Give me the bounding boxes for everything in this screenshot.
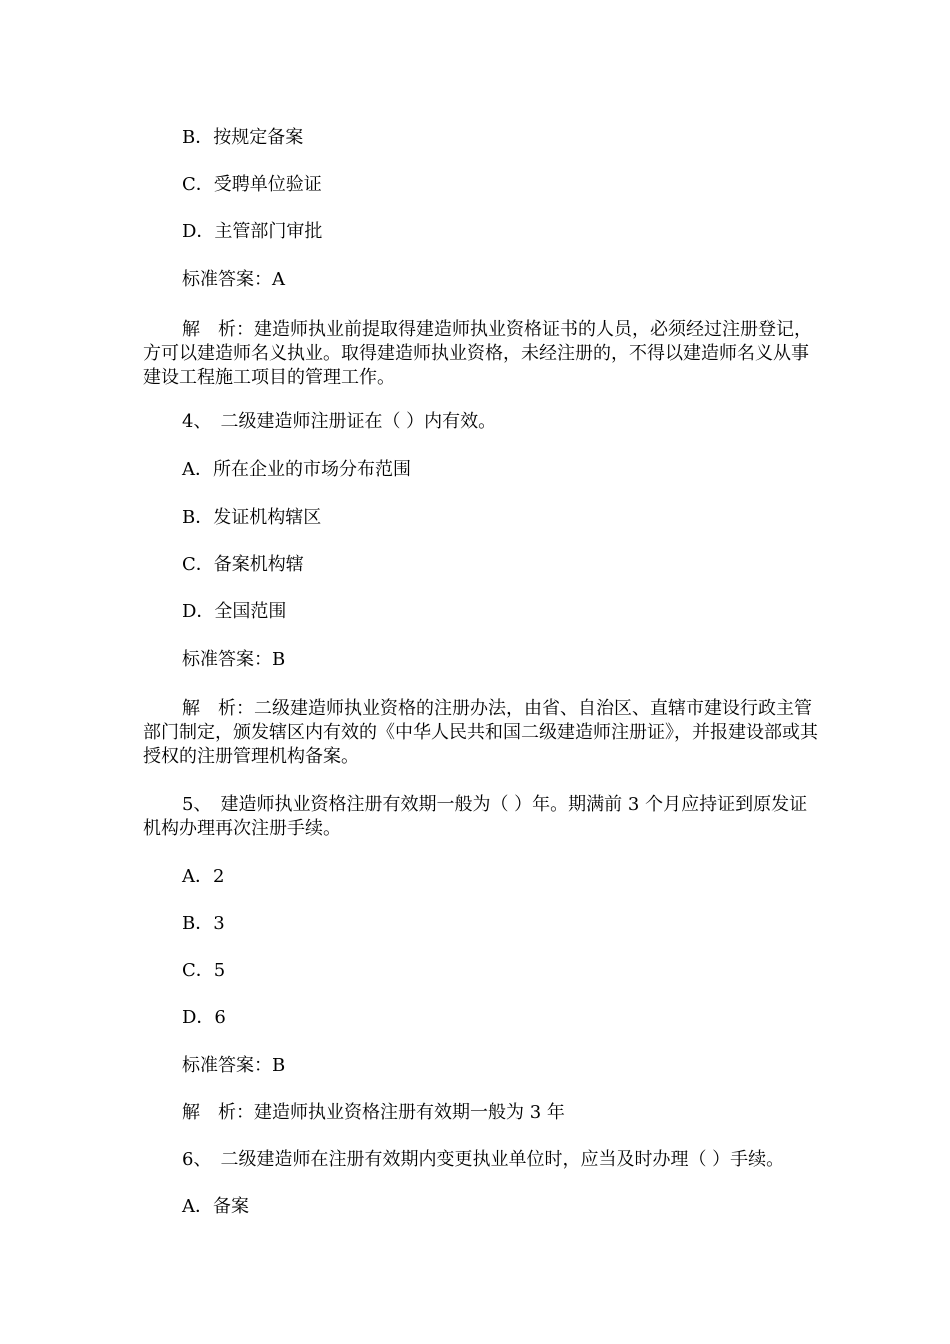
q5-option-b: B．3 bbox=[182, 913, 225, 934]
q4-question: 4、 二级建造师注册证在（ ）内有效。 bbox=[182, 411, 497, 432]
q3-option-c: C．受聘单位验证 bbox=[182, 174, 322, 195]
q5-analysis: 解 析：建造师执业资格注册有效期一般为 3 年 bbox=[182, 1102, 565, 1123]
q4-analysis: 解 析：二级建造师执业资格的注册办法，由省、自治区、直辖市建设行政主管部门制定，颁发辖区内有效的《中华人民共和国二级建造师注册证》，并报建设部或其授权的注册管理机构备案。 bbox=[143, 698, 818, 767]
q3-option-b: B．按规定备案 bbox=[182, 127, 304, 148]
q5-option-d: D．6 bbox=[182, 1007, 226, 1028]
q6-option-a: A．备案 bbox=[182, 1196, 249, 1217]
q5-answer: 标准答案：B bbox=[182, 1055, 286, 1076]
q5-option-c: C．5 bbox=[182, 960, 226, 981]
q4-answer: 标准答案：B bbox=[182, 649, 286, 670]
q4-option-c: C．备案机构辖 bbox=[182, 554, 304, 575]
q3-analysis: 解 析：建造师执业前提取得建造师执业资格证书的人员，必须经过注册登记，方可以建造师名义执业。取得建造师执业资格，未经注册的，不得以建造师名义从事建设工程施工项目的管理工作。 bbox=[143, 319, 812, 388]
q3-answer: 标准答案：A bbox=[182, 269, 285, 290]
q5-question: 5、 建造师执业资格注册有效期一般为（ ）年。期满前 3 个月应持证到原发证机构办理再次注册手续。 bbox=[143, 794, 808, 839]
q3-option-d: D．主管部门审批 bbox=[182, 221, 323, 242]
q5-option-a: A．2 bbox=[182, 866, 225, 887]
q4-option-d: D．全国范围 bbox=[182, 601, 287, 622]
q6-question: 6、 二级建造师在注册有效期内变更执业单位时，应当及时办理（ ）手续。 bbox=[182, 1149, 785, 1170]
q4-option-a: A．所在企业的市场分布范围 bbox=[182, 459, 411, 480]
q4-option-b: B．发证机构辖区 bbox=[182, 507, 322, 528]
